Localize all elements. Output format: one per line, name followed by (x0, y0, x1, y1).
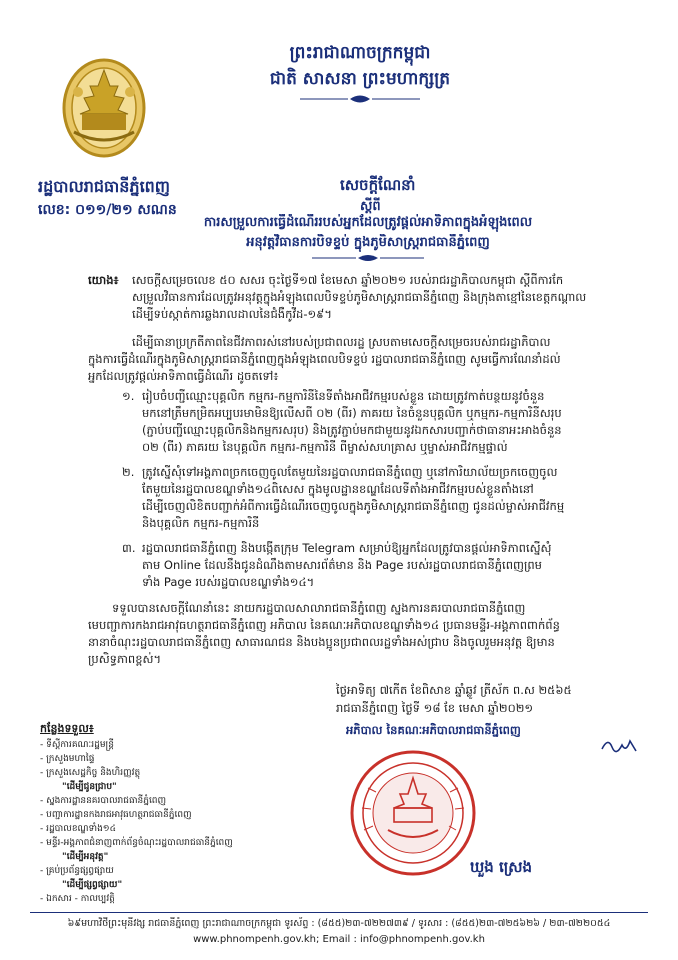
motto-ornament (300, 94, 420, 104)
closing-line-3: នានាចំណុះរដ្ឋបាលរាជធានីភ្នំពេញ សាធារណជន និងបងប្អូនប្រជាពលរដ្ឋទាំងអស់ជ្រាប និងចូលរួមអនុវត្ត ឱ្យមាន (88, 635, 555, 649)
cc-note: "ដើម្បីផ្សព្វផ្សាយ" (62, 880, 123, 890)
item-1-line-3: (ភ្ជាប់បញ្ជីឈ្មោះបុគ្គលិកនិងកម្មករសរុប) និងត្រូវភ្ជាប់មកជាមួយនូវឯកសារបញ្ជាក់ថាធានាអះអាងចំនួន (142, 423, 562, 437)
solar-date: រាជធានីភ្នំពេញ ថ្ងៃទី ១៨ ខែ មេសា ឆ្នាំ២០២១ (336, 701, 534, 715)
national-motto: ជាតិ សាសនា ព្រះមហាក្សត្រ (269, 69, 451, 89)
reference-line-3: ដើម្បីទប់ស្កាត់ការឆ្លងរាលដាលនៃជំងឺកូវីដ-១៩។ (132, 307, 332, 321)
item-3-line-1: រដ្ឋបាលរាជធានីភ្នំពេញ និងបង្កើតក្រុម Telegram សម្រាប់ឱ្យអ្នកដែលត្រូវបានផ្ដល់អាទិភាពស្នើសុំ (142, 541, 552, 555)
about-label: ស្ដីពី (360, 199, 381, 214)
cc-note: "ដើម្បីអនុវត្ត" (62, 852, 109, 862)
cc-item: - ស្នងការដ្ឋាននគរបាលរាជធានីភ្នំពេញ (40, 796, 167, 806)
closing-line-2: មេបញ្ជាការកងរាជអាវុធហត្ថរាជធានីភ្នំពេញ អភិបាល នៃគណៈអភិបាលខណ្ឌទាំង១៤ ប្រធានមន្ទីរ-អង្គភាពពាក់ព័ន្ធ (88, 618, 560, 632)
official-red-seal (348, 748, 478, 878)
item-2-line-3: ដើម្បីចេញលិខិតបញ្ជាក់អំពីការធ្វើដំណើរចេញចូលក្នុងភូមិសាស្ត្ររាជធានីភ្នំពេញ ជូនដល់ម្ចាស់អាជីវកម្ម (142, 499, 565, 513)
kingdom-title: ព្រះរាជាណាចក្រកម្ពុជា (289, 43, 431, 63)
handwritten-signature (600, 735, 640, 757)
reference-line-2: សម្រួលវិធានការដែលត្រូវអនុវត្តក្នុងអំឡុងពេលបិទខ្ទប់ភូមិសាស្ត្ររាជធានីភ្នំពេញ និងក្រុងតាខ្មៅនៃខេត្តកណ្ដាល (132, 290, 587, 304)
cc-item: - មន្ទីរ-អង្គភាពជំនាញពាក់ព័ន្ធចំណុះរដ្ឋបាលរាជធានីភ្នំពេញ (40, 838, 233, 848)
item-2-line-2: តែមួយនៃរដ្ឋបាលខណ្ឌទាំង១៤ពិសេស ក្នុងមូលដ្ឋានខណ្ឌដែលទីតាំងអាជីវកម្មរបស់ខ្លួនតាំងនៅ (142, 482, 534, 496)
subject-line-2: អនុវត្តវិធានការបិទខ្ទប់ ក្នុងភូមិសាស្ត្ររាជធានីភ្នំពេញ (246, 235, 490, 250)
sender-office: រដ្ឋបាលរាជធានីភ្នំពេញ (38, 177, 171, 196)
intro-line-3: អ្នកដែលត្រូវផ្ដល់អាទិភាពធ្វើដំណើរ ដូចតទៅ៖ (88, 369, 279, 383)
item-2-line-4: និងបុគ្គលិក កម្មករ-កម្មការិនី (142, 516, 260, 530)
subject-ornament (312, 254, 424, 262)
intro-line-2: ក្នុងការធ្វើដំណើរក្នុងភូមិសាស្ត្ររាជធានីភ្នំពេញក្នុងអំឡុងពេលបិទខ្ទប់ រដ្ឋបាលរាជធានីភ្នំពេញ សូមធ្វើការណែនាំដល់ (88, 352, 561, 366)
footer-website-email: www.phnompenh.gov.kh; Email : info@phnompenh.gov.kh (193, 934, 485, 945)
cc-item: - ទីស្ដីការគណៈរដ្ឋមន្ត្រី (40, 740, 114, 750)
footer-address: ៦៩មហាវិថីព្រះមុនីវង្ស រាជធានីភ្នំពេញ ព្រះរាជាណាចក្រកម្ពុជា ទូរស័ព្ទ : (៨៥៥)២៣-៧២២៧៣៩ / ទូរសារ : (៨៥៥)២៣-៧២៥៦២៦ / ២៣-៧២២០៥៤ (67, 918, 611, 929)
cc-item: - ក្រសួងសេដ្ឋកិច្ច និងហិរញ្ញវត្ថុ (40, 768, 141, 778)
document-type: សេចក្ដីណែនាំ (340, 176, 416, 194)
lunar-date: ថ្ងៃអាទិត្យ ៧កើត ខែពិសាខ ឆ្នាំឆ្លូវ ត្រីស័ក ព.ស ២៥៦៥ (336, 683, 572, 697)
reference-label: យោង៖ (88, 273, 119, 287)
cc-item: - ឯកសារ - កាលប្បវត្តិ (40, 894, 115, 904)
item-2-line-1: ត្រូវស្នើសុំទៅអង្គភាពច្រកចេញចូលតែមួយនៃរដ្ឋបាលរាជធានីភ្នំពេញ ឬនៅការិយាល័យច្រកចេញចូល (142, 465, 558, 479)
reference-number: លេខ: ០១១/២១ សណន (38, 202, 177, 218)
item-3-line-2: តាម Online ដែលនឹងជូនដំណឹងតាមសារព័ត៌មាន និង Page របស់រដ្ឋបាលរាជធានីភ្នំពេញព្រម (142, 558, 542, 572)
intro-line-1: ដើម្បីធានាប្រក្រតីភាពនៃជីវភាពរស់នៅរបស់ប្រជាពលរដ្ឋ ស្របតាមសេចក្ដីសម្រេចរបស់រាជរដ្ឋាភិបាល (132, 335, 551, 349)
item-3-number: ៣. (122, 541, 136, 555)
cc-item: - បញ្ជាការដ្ឋានកងរាជអាវុធហត្ថរាជធានីភ្នំពេញ (40, 810, 192, 820)
footer-divider (30, 912, 648, 913)
closing-line-4: ប្រសិទ្ធភាពខ្ពស់។ (88, 652, 162, 666)
cc-item: - រដ្ឋបាលខណ្ឌទាំង១៤ (40, 824, 116, 834)
item-2-number: ២. (122, 465, 135, 479)
item-1-number: ១. (122, 389, 135, 403)
cc-item: - ក្រសួងមហាផ្ទៃ (40, 754, 95, 764)
closing-line-1: ទទួលបានសេចក្ដីណែនាំនេះ នាយករដ្ឋបាលសាលារាជធានីភ្នំពេញ ស្នងការនគរបាលរាជធានីភ្នំពេញ (112, 601, 526, 615)
signatory-title: អភិបាល នៃគណៈអភិបាលរាជធានីភ្នំពេញ (346, 723, 521, 737)
item-1-line-1: រៀបចំបញ្ជីឈ្មោះបុគ្គលិក កម្មករ-កម្មការិនីនៃទីតាំងអាជីវកម្មរបស់ខ្លួន ដោយត្រូវកាត់បន្ថយនូវចំនួន (142, 389, 545, 403)
item-1-line-2: មកនៅត្រឹមកម្រិតអប្បបរមាមិនឱ្យលើសពី ០២ (ពីរ) ភាគរយ នៃចំនួនបុគ្គលិក ឬកម្មករ-កម្មការិនីសរុប (142, 406, 562, 420)
cc-item: - គ្រប់ប្រព័ន្ធផ្សព្វផ្សាយ (40, 866, 114, 876)
item-3-line-3: ទាំង Page របស់រដ្ឋបាលខណ្ឌទាំង១៤។ (142, 575, 315, 589)
item-1-line-4: ០២ (ពីរ) ភាគរយ នៃបុគ្គលិក កម្មករ-កម្មការិនី ពីម្ចាស់សហគ្រាស ឬម្ចាស់អាជីវកម្មផ្ទាល់ (142, 440, 508, 454)
cc-note: "ដើម្បីជូនជ្រាប" (62, 782, 117, 792)
subject-line-1: ការសម្រួលការធ្វើដំណើររបស់អ្នកដែលត្រូវផ្ដល់អាទិភាពក្នុងអំឡុងពេល (203, 215, 533, 230)
phnom-penh-emblem-logo (58, 52, 150, 160)
cc-title: កន្លែងទទួល៖ (40, 722, 94, 735)
reference-line-1: សេចក្ដីសម្រេចលេខ ៥០ សសរ ចុះថ្ងៃទី១៧ ខែមេសា ឆ្នាំ២០២១ របស់រាជរដ្ឋាភិបាលកម្ពុជា ស្ដីពីការកែ (132, 273, 564, 287)
signatory-name: ឃួង ស្រេង (470, 858, 533, 876)
